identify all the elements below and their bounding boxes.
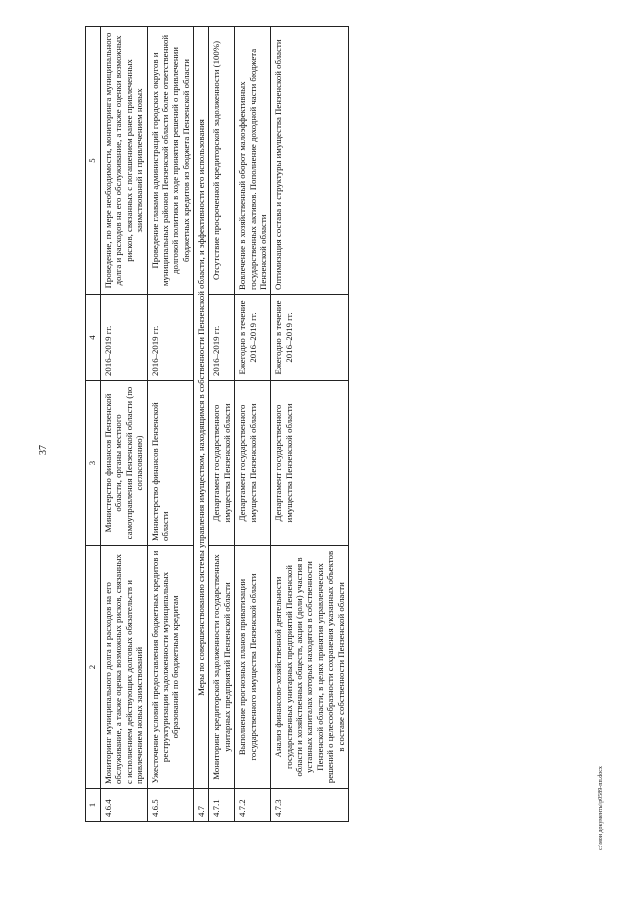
executor-cell: Министерство финансов Пензенской области xyxy=(147,381,194,546)
term-cell: 2016–2019 гг. xyxy=(101,295,148,381)
section-title: Меры по совершенствованию системы управления имуществом, находящимся в собственности Пензенской области, и эффективности его использования xyxy=(194,27,209,789)
row-number: 4.7.1 xyxy=(209,789,235,822)
row-number: 4.6.4 xyxy=(101,789,148,822)
page-number: 37 xyxy=(38,445,49,455)
header-col-3: 3 xyxy=(86,381,101,546)
table-row xyxy=(209,27,235,822)
measure-cell: Мониторинг кредиторской задолженности государственных унитарных предприятий Пензенской области xyxy=(209,546,235,789)
result-cell: Проведение главами администраций городских округов и муниципальных районов Пензенской области более ответственной долговой политики в ходе принятия решений о привлечении бюджетных кредитов из бюджета Пензенской области xyxy=(147,27,194,295)
row-number: 4.6.5 xyxy=(147,789,194,822)
term-cell: Ежегодно в течение 2016–2019 гг. xyxy=(271,295,349,381)
table-row xyxy=(147,27,194,822)
section-number: 4.7 xyxy=(194,789,209,822)
row-number: 4.7.3 xyxy=(271,789,349,822)
header-col-4: 4 xyxy=(86,295,101,381)
result-cell: Вовлечение в хозяйственный оборот малоэффективных государственных активов. Пополнение доходной части бюджета Пензенской области xyxy=(235,27,271,295)
term-cell: 2016–2019 гг. xyxy=(209,295,235,381)
term-cell: 2016–2019 гг. xyxy=(147,295,194,381)
measure-cell: Выполнение прогнозных планов приватизации государственного имущества Пензенской области xyxy=(235,546,271,789)
measure-cell: Ужесточение условий предоставления бюджетных кредитов и реструктуризации задолженности муниципальных образований по бюджетным кредитам xyxy=(147,546,194,789)
result-cell: Отсутствие просроченной кредиторской задолженности (100%) xyxy=(209,27,235,295)
file-path-footer: c:\мои документы\p0589-пп.docx xyxy=(598,766,604,850)
measure-cell: Мониторинг муниципального долга и расходов на его обслуживание, а также оценка возможных рисков, связанных с исполнением действующих долговых обязательств и привлечением новых заимствований xyxy=(101,546,148,789)
table-row xyxy=(101,27,148,822)
row-number: 4.7.2 xyxy=(235,789,271,822)
header-col-2: 2 xyxy=(86,546,101,789)
result-cell: Оптимизация состава и структуры имущества Пензенской области xyxy=(271,27,349,295)
header-col-5: 5 xyxy=(86,27,101,295)
executor-cell: Департамент государственного имущества Пензенской области xyxy=(271,381,349,546)
measures-table xyxy=(85,26,349,822)
executor-cell: Департамент государственного имущества Пензенской области xyxy=(235,381,271,546)
rotated-table-container xyxy=(85,27,555,822)
header-col-1: 1 xyxy=(86,789,101,822)
measure-cell: Анализ финансово-хозяйственной деятельности государственных унитарных предприятий Пензенской области и хозяйственных обществ, акции (доли) участия в уставных капиталах которых находятся в собственности Пензенской области, в целях принятия управленческих решений о целесообразности сохранения указанных объектов в составе собственности Пензенской области xyxy=(271,546,349,789)
executor-cell: Департамент государственного имущества Пензенской области xyxy=(209,381,235,546)
executor-cell: Министерство финансов Пензенской области, органы местного самоуправления Пензенской области (по согласованию) xyxy=(101,381,148,546)
term-cell: Ежегодно в течение 2016–2019 гг. xyxy=(235,295,271,381)
section-row xyxy=(194,27,209,822)
table-row xyxy=(235,27,271,822)
result-cell: Проведение, по мере необходимости, мониторинга муниципального долга и расходов на его обслуживание, а также оценки возможных рисков, связанных с погашением ранее привлеченных заимствований и привлечением новых xyxy=(101,27,148,295)
table-row xyxy=(271,27,349,822)
table-header-row xyxy=(86,27,101,822)
